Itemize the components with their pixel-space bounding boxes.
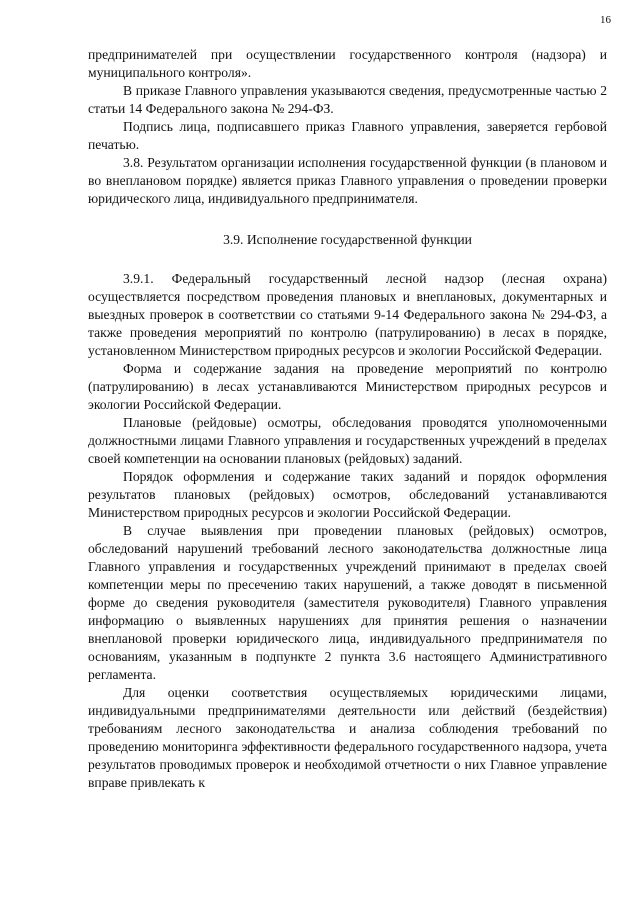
paragraph: Плановые (рейдовые) осмотры, обследования проводятся уполномоченными должностными лицами Главного управления и государственных учреждений в пределах своей компетенции на основании плановых (рейдовых) заданий. xyxy=(88,415,607,466)
paragraph: Для оценки соответствия осуществляемых юридическими лицами, индивидуальными предпринимателями деятельности или действий (бездействия) требованиям лесного законодательства и анализа соблюдения требований по проведению мониторинга эффективности федерального государственного надзора, учета результатов проводимых проверок и необходимой отчетности о них Главное управление вправе привлекать к xyxy=(88,685,607,790)
paragraph: предпринимателей при осуществлении государственного контроля (надзора) и муниципального контроля». xyxy=(88,47,607,80)
paragraph: Порядок оформления и содержание таких заданий и порядок оформления результатов плановых (рейдовых) осмотров, обследований устанавливаются Министерством природных ресурсов и экологии Российской Федерации. xyxy=(88,469,607,520)
paragraph: Подпись лица, подписавшего приказ Главного управления, заверяется гербовой печатью. xyxy=(88,119,607,152)
paragraph: Форма и содержание задания на проведение мероприятий по контролю (патрулированию) в лесах устанавливаются Министерством природных ресурсов и экологии Российской Федерации. xyxy=(88,361,607,412)
paragraph: 3.8. Результатом организации исполнения государственной функции (в плановом и во внеплановом порядке) является приказ Главного управления о проведении проверки юридического лица, индивидуального предпринимателя. xyxy=(88,155,607,206)
paragraph: 3.9.1. Федеральный государственный лесной надзор (лесная охрана) осуществляется посредством проведения плановых и внеплановых, документарных и выездных проверок в соответствии со статьями 9-14 Федерального закона № 294-ФЗ, а также проведения мероприятий по контролю (патрулированию) в лесах в порядке, установленном Министерством природных ресурсов и экологии Российской Федерации. xyxy=(88,271,607,358)
paragraph: В случае выявления при проведении плановых (рейдовых) осмотров, обследований нарушений требований лесного законодательства должностные лица Главного управления и государственных учреждений принимают в пределах своей компетенции меры по пресечению таких нарушений, а также доводят в письменной форме до сведения руководителя (заместителя руководителя) Главного управления информацию о выявленных нарушениях для принятия решения о назначении внеплановой проверки юридического лица, индивидуального предпринимателя по основаниям, указанным в подпункте 2 пункта 3.6 настоящего Административного регламента. xyxy=(88,523,607,682)
page-number: 16 xyxy=(600,14,611,26)
paragraph: В приказе Главного управления указываются сведения, предусмотренные частью 2 статьи 14 Федерального закона № 294-ФЗ. xyxy=(88,83,607,116)
section-title: 3.9. Исполнение государственной функции xyxy=(223,232,472,247)
document-body xyxy=(88,46,607,792)
